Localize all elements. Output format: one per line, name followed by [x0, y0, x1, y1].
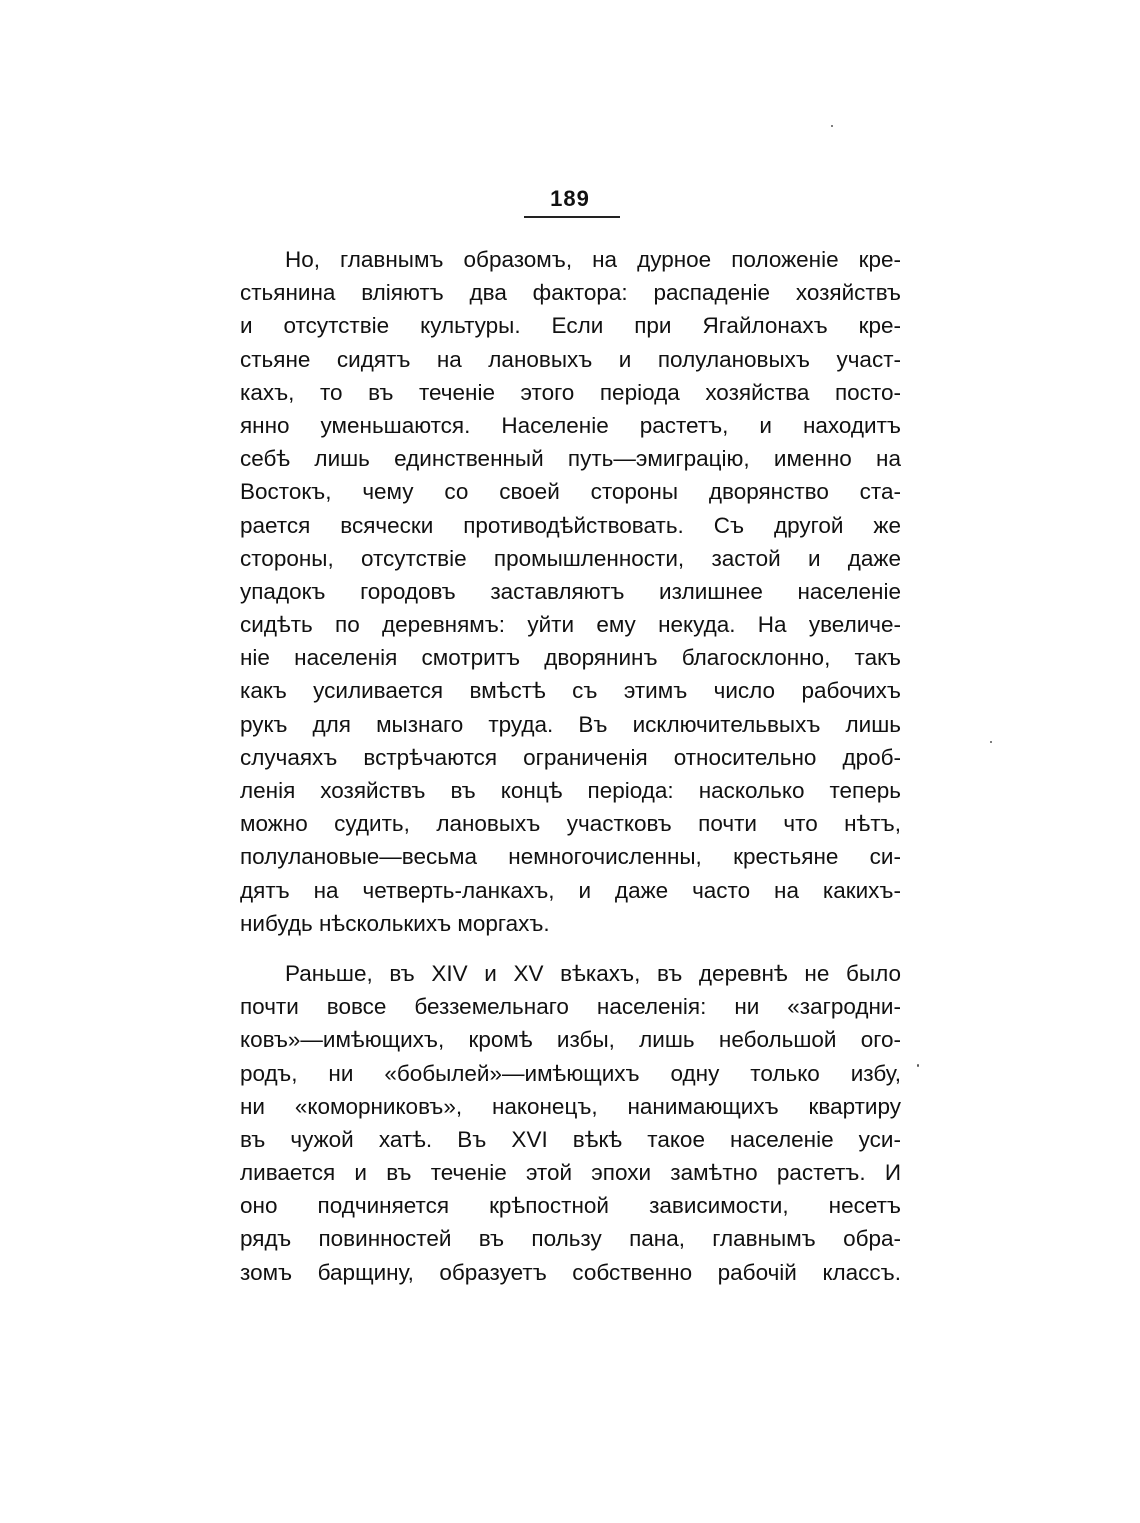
- text-line: Востокъ, чему со своей стороны дворянство ста-: [240, 479, 901, 505]
- text-line: упадокъ городовъ заставляютъ излишнее населенiе: [240, 578, 901, 604]
- text-line: стьяне сидятъ на лановыхъ и полулановыхъ участ-: [240, 346, 901, 372]
- text-line: полулановые—весьма немногочисленны, крестьяне си-: [240, 844, 901, 870]
- text-line: сидѣть по деревнямъ: уйти ему некуда. На увеличе-: [240, 612, 901, 638]
- text-line: ковъ»—имѣющихъ, кромѣ избы, лишь небольшой ого-: [240, 1027, 901, 1053]
- text-line: кахъ, то въ теченiе этого перiода хозяйства посто-: [240, 379, 901, 405]
- text-line: стьянина влiяютъ два фактора: распаденiе хозяйствъ: [240, 280, 901, 306]
- text-line: рается всячески противодѣйствовать. Съ другой же: [240, 512, 901, 538]
- paragraph-gap: [240, 940, 901, 957]
- text-line: янно уменьшаются. Населенiе растетъ, и находитъ: [240, 412, 901, 438]
- text-line: дятъ на четверть-ланкахъ, и даже часто на какихъ-: [240, 877, 901, 903]
- text-line: Но, главнымъ образомъ, на дурное положенiе кре-: [285, 247, 901, 272]
- text-line: стороны, отсутствiе промышленности, застой и даже: [240, 545, 901, 571]
- scan-speck: [917, 1064, 919, 1067]
- text-line: зомъ барщину, образуетъ собственно рабочiй классъ.: [240, 1259, 901, 1285]
- text-line: ливается и въ теченiе этой эпохи замѣтно растетъ. И: [240, 1160, 901, 1186]
- text-line: себѣ лишь единственный путь—эмиграцiю, именно на: [240, 446, 901, 472]
- paragraph: [240, 957, 901, 1289]
- text-line: можно судить, лановыхъ участковъ почти что нѣтъ,: [240, 811, 901, 837]
- text-line: почти вовсе безземельнаго населенiя: ни «загродни-: [240, 994, 901, 1020]
- text-line: случаяхъ встрѣчаются ограниченiя относительно дроб-: [240, 744, 901, 770]
- page-number-rule: [524, 216, 620, 218]
- text-line: оно подчиняется крѣпостной зависимости, несетъ: [240, 1193, 901, 1219]
- text-line: родъ, ни «бобылей»—имѣющихъ одну только избу,: [240, 1060, 901, 1086]
- text-line: нибудь нѣсколькихъ моргахъ.: [240, 910, 550, 936]
- text-line: рядъ повинностей въ пользу пана, главнымъ обра-: [240, 1226, 901, 1252]
- text-line: и отсутствiе культуры. Если при Ягайлонахъ кре-: [240, 313, 901, 339]
- text-line: ленiя хозяйствъ въ концѣ перiода: насколько теперь: [240, 778, 901, 803]
- text-line: Раньше, въ XIV и XV вѣкахъ, въ деревнѣ не было: [285, 960, 901, 986]
- text-line: ни «коморниковъ», наконецъ, нанимающихъ квартиру: [240, 1093, 901, 1119]
- body-text: [240, 243, 901, 1289]
- scan-speck: [831, 125, 833, 127]
- text-line: какъ усиливается вмѣстѣ съ этимъ число рабочихъ: [240, 678, 901, 704]
- scan-speck: [990, 741, 992, 743]
- page-number: 189: [550, 186, 590, 211]
- text-line: въ чужой хатѣ. Въ XVI вѣкѣ такое населенiе уси-: [240, 1126, 901, 1152]
- paragraph: [240, 243, 901, 940]
- text-line: рукъ для мызнаго труда. Въ исключительвыхъ лишь: [240, 711, 901, 737]
- text-line: нiе населенiя смотритъ дворянинъ благосклонно, такъ: [240, 645, 901, 671]
